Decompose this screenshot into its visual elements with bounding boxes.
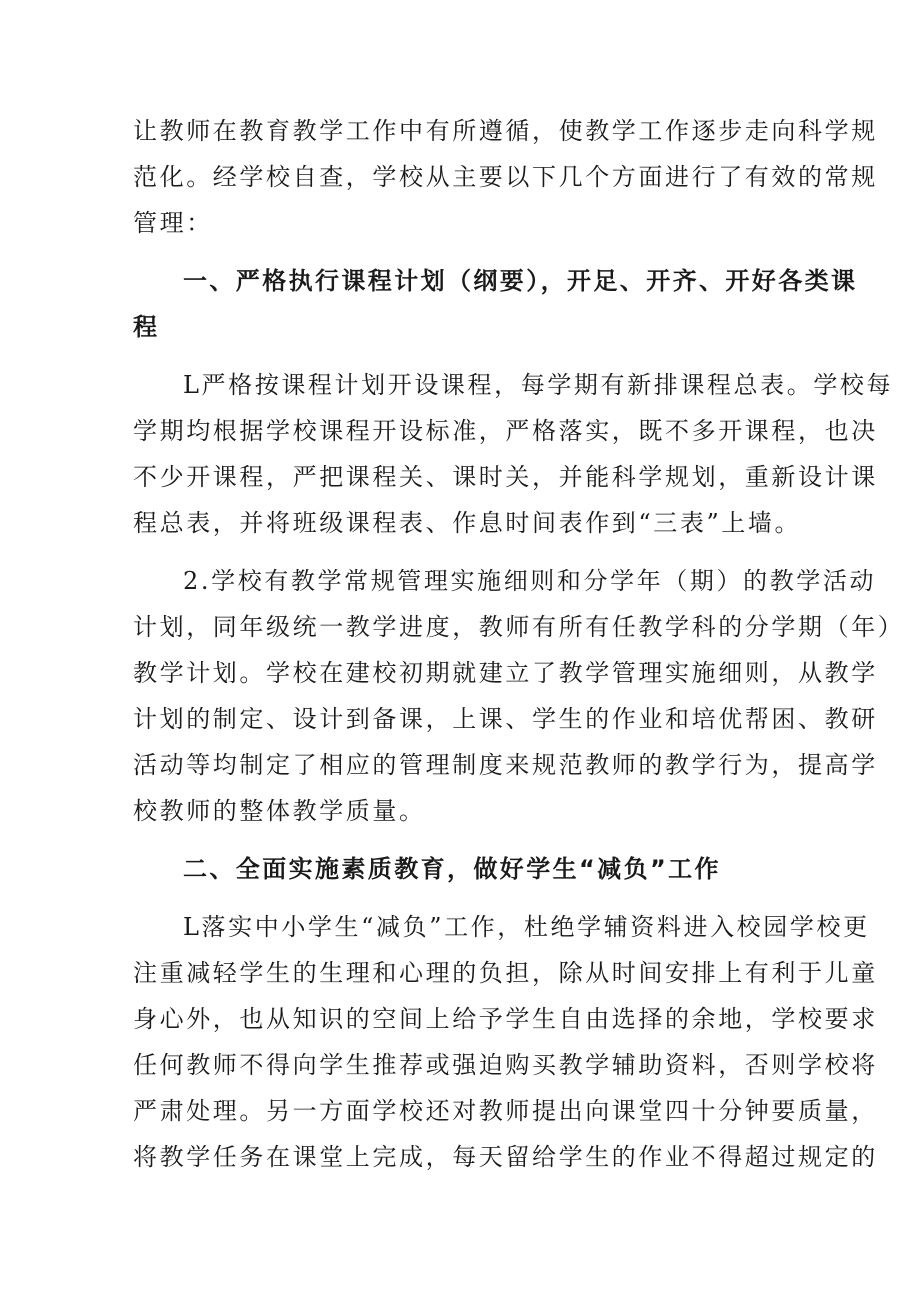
text-line: L严格按课程计划开设课程，每学期有新排课程总表。学校每 xyxy=(183,371,894,399)
document-page xyxy=(133,108,905,1180)
text-line: L落实中小学生“减负”工作，杜绝学辅资料进入校园学校更 xyxy=(183,913,870,941)
text-line: 范化。经学校自查，学校从主要以下几个方面进行了有效的常规 xyxy=(133,163,878,191)
body-paragraph xyxy=(133,904,878,1180)
text-line: 计划的制定、设计到备课，上课、学生的作业和培优帮困、教研 xyxy=(133,705,878,733)
body-paragraph xyxy=(133,362,894,546)
text-line: 2.学校有教学常规管理实施细则和分学年（期）的教学活动 xyxy=(183,567,877,595)
heading-line: 二、全面实施素质教育，做好学生“减负”工作 xyxy=(183,855,721,883)
heading-line: 一、严格执行课程计划（纲要），开足、开齐、开好各类课 xyxy=(183,267,858,295)
section-heading xyxy=(133,846,803,892)
text-line: 校教师的整体教学质量。 xyxy=(133,797,426,825)
text-line: 将教学任务在课堂上完成，每天留给学生的作业不得超过规定的 xyxy=(133,1143,878,1171)
text-line: 学期均根据学校课程开设标准，严格落实，既不多开课程，也决 xyxy=(133,417,878,445)
text-line: 注重减轻学生的生理和心理的负担，除从时间安排上有利于儿童 xyxy=(133,959,878,987)
body-paragraph xyxy=(133,558,905,834)
text-line: 任何教师不得向学生推荐或强迫购买教学辅助资料，否则学校将 xyxy=(133,1051,878,1079)
text-line: 让教师在教育教学工作中有所遵循，使教学工作逐步走向科学规 xyxy=(133,117,878,145)
text-line: 身心外，也从知识的空间上给予学生自由选择的余地，学校要求 xyxy=(133,1005,878,1033)
text-line: 严肃处理。另一方面学校还对教师提出向课堂四十分钟要质量， xyxy=(133,1097,878,1125)
section-heading xyxy=(133,258,858,350)
text-line: 程总表，并将班级课程表、作息时间表作到“三表”上墙。 xyxy=(133,509,802,537)
text-line: 计划，同年级统一教学进度，教师有所有任教学科的分学期（年） xyxy=(133,613,905,641)
body-paragraph xyxy=(133,108,878,246)
text-line: 不少开课程，严把课程关、课时关，并能科学规划，重新设计课 xyxy=(133,463,878,491)
text-line: 管理： xyxy=(133,209,213,237)
text-line: 教学计划。学校在建校初期就建立了教学管理实施细则，从教学 xyxy=(133,659,878,687)
heading-line: 程 xyxy=(133,313,160,341)
text-line: 活动等均制定了相应的管理制度来规范教师的教学行为，提高学 xyxy=(133,751,878,779)
